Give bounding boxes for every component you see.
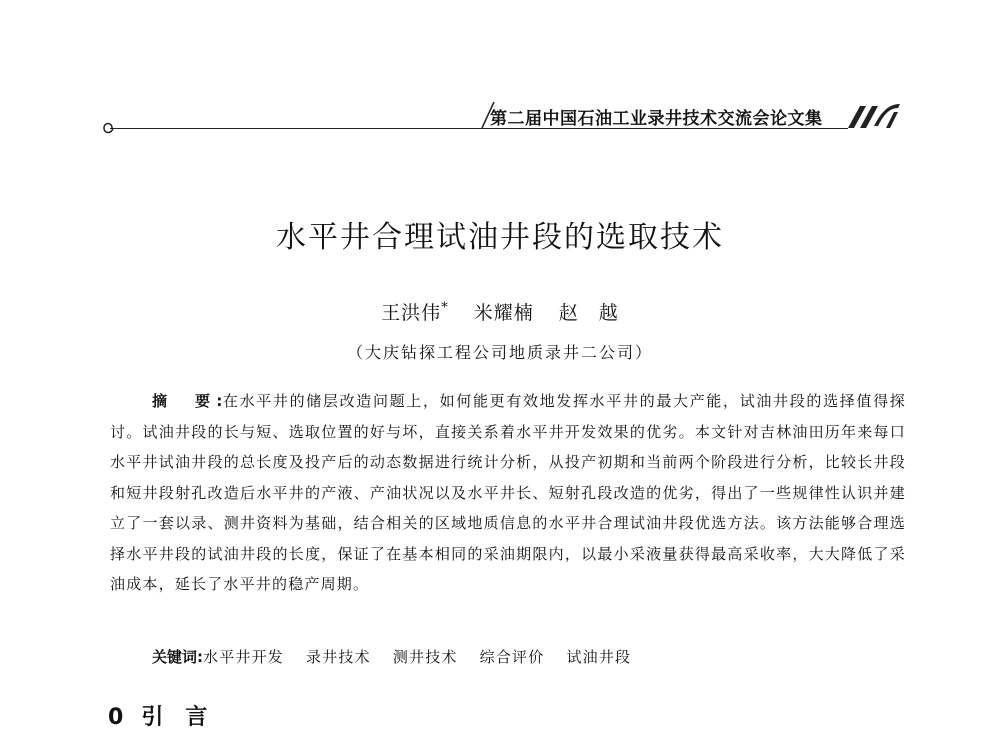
keyword: 试油井段 bbox=[566, 648, 632, 666]
abstract-text: 在水平井的储层改造问题上，如何能更有效地发挥水平井的最大产能，试油井段的选择值得探讨。试油井段的长与短、选取位置的好与坏，直接关系着水平井开发效果的优劣。本文针对吉林油田历年来每口水平井试油井段的总长度及投产后的动态数据进行统计分析，从投产初期和当前两个阶段进行分析，比较长井段和短井段射孔改造后水平井的产液、产油状况以及水平井长、短射孔段改造的优劣，得出了一些规律性认识并建立了一套以录、测井资料为基础，结合相关的区域地质信息的水平井合理试油井段优选方法。该方法能够合理选择水平井段的试油井段的长度，保证了在基本相同的采油期限内，以最小采液量获得最高采收率，大大降低了采油成本，延长了水平井的稳产周期。 bbox=[110, 392, 906, 593]
keyword: 水平井开发 bbox=[203, 648, 285, 666]
section-title-part: 言 bbox=[185, 705, 208, 730]
journal-logo-icon bbox=[846, 100, 902, 132]
author-name: 米耀楠 bbox=[473, 302, 534, 324]
affiliation: （大庆钻探工程公司地质录井二公司） bbox=[346, 343, 653, 362]
journal-title: 第二届中国石油工业录井技术交流会论文集 bbox=[490, 109, 823, 129]
keyword: 测井技术 bbox=[392, 648, 458, 666]
section-number: 0 bbox=[108, 705, 124, 730]
keyword: 录井技术 bbox=[306, 648, 371, 666]
section-title-part: 引 bbox=[141, 705, 164, 730]
author-name: 王洪伟 bbox=[381, 302, 442, 324]
keyword: 综合评价 bbox=[479, 648, 545, 666]
paper-title: 水平井合理试油井段的选取技术 bbox=[276, 220, 724, 255]
corresponding-author-mark: * bbox=[441, 300, 449, 316]
author-name: 赵 越 bbox=[558, 302, 619, 324]
abstract-label: 摘 要 bbox=[152, 392, 217, 410]
abstract bbox=[110, 386, 906, 600]
abstract-label-colon: : bbox=[216, 392, 223, 410]
header-rule bbox=[110, 128, 482, 129]
keywords-label: 关键词: bbox=[152, 648, 203, 666]
author-list bbox=[0, 298, 1000, 325]
keywords bbox=[152, 646, 653, 667]
